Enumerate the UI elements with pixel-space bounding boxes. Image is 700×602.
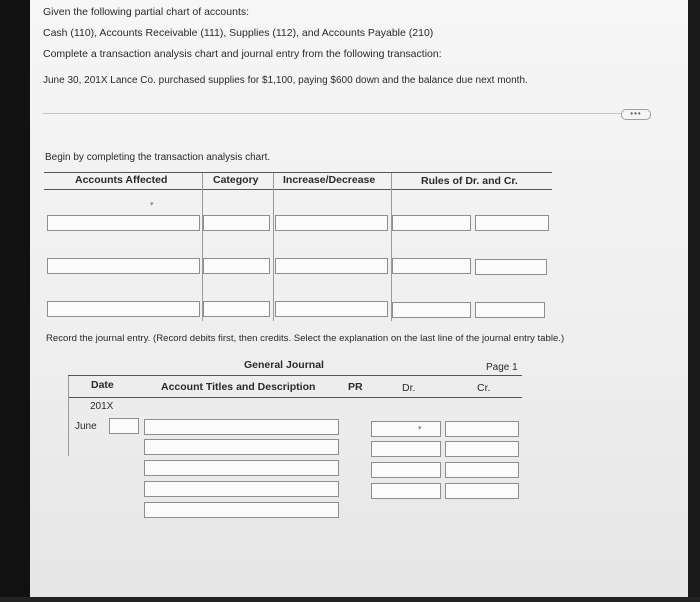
- journal-header-account-titles: Account Titles and Description: [161, 381, 316, 393]
- journal-account-select[interactable]: [144, 439, 339, 455]
- analysis-instruction: Begin by completing the transaction analysis chart.: [45, 152, 271, 163]
- bottom-dark-border: [0, 597, 700, 602]
- input-cursor-mark: ▾: [418, 425, 422, 432]
- journal-dr-input[interactable]: [371, 483, 441, 499]
- journal-title: General Journal: [244, 359, 324, 371]
- analysis-category-select[interactable]: [203, 301, 270, 317]
- analysis-col-divider-3: [391, 173, 392, 321]
- analysis-col-divider-1: [202, 173, 203, 321]
- header-increase-decrease: Increase/Decrease: [283, 174, 376, 186]
- journal-header-dr: Dr.: [402, 382, 416, 394]
- intro-line-3: Complete a transaction analysis chart and journal entry from the following transaction:: [43, 48, 442, 60]
- analysis-rule-cr-select[interactable]: [475, 215, 549, 231]
- header-accounts-affected: Accounts Affected: [75, 174, 168, 186]
- analysis-account-select[interactable]: [47, 258, 200, 274]
- journal-dr-input[interactable]: [371, 421, 441, 437]
- analysis-header-bottom-line: [44, 189, 552, 190]
- analysis-rule-cr-select[interactable]: [475, 302, 545, 318]
- journal-header-pr: PR: [348, 381, 363, 393]
- journal-header-bottom-line: [68, 397, 522, 398]
- problem-page: [30, 0, 688, 597]
- analysis-increase-decrease-select[interactable]: [275, 258, 388, 274]
- journal-month: June: [75, 421, 97, 432]
- analysis-col-divider-2: [273, 173, 274, 321]
- journal-page-label: Page 1: [486, 362, 518, 373]
- section-divider: [42, 113, 622, 114]
- journal-left-border: [68, 376, 69, 456]
- analysis-header-top-line: [44, 172, 552, 173]
- analysis-increase-decrease-select[interactable]: [275, 215, 388, 231]
- intro-line-4: June 30, 201X Lance Co. purchased supplies for $1,100, paying $600 down and the balance due next month.: [43, 75, 528, 86]
- journal-account-select[interactable]: [144, 419, 339, 435]
- journal-dr-input[interactable]: [371, 462, 441, 478]
- intro-line-1: Given the following partial chart of accounts:: [43, 6, 250, 18]
- dropdown-indicator: ▾: [150, 201, 154, 208]
- analysis-category-select[interactable]: [203, 258, 270, 274]
- journal-cr-input[interactable]: [445, 421, 519, 437]
- header-category: Category: [213, 174, 259, 186]
- journal-header-top-line: [68, 375, 522, 376]
- left-dark-border: [0, 0, 30, 602]
- journal-account-select[interactable]: [144, 481, 339, 497]
- journal-dr-input[interactable]: [371, 441, 441, 457]
- journal-account-select[interactable]: [144, 460, 339, 476]
- analysis-account-select[interactable]: [47, 301, 200, 317]
- journal-header-date: Date: [91, 379, 114, 391]
- journal-cr-input[interactable]: [445, 441, 519, 457]
- right-dark-border: [688, 0, 700, 602]
- journal-explanation-select[interactable]: [144, 502, 339, 518]
- journal-instruction: Record the journal entry. (Record debits first, then credits. Select the explanation on the last line of the journal entry table.): [46, 333, 565, 344]
- analysis-rule-cr-select[interactable]: [475, 259, 547, 275]
- journal-cr-input[interactable]: [445, 483, 519, 499]
- journal-day-input[interactable]: [109, 418, 139, 434]
- header-rules-dr-cr: Rules of Dr. and Cr.: [421, 175, 518, 187]
- journal-year: 201X: [90, 401, 114, 412]
- intro-line-2: Cash (110), Accounts Receivable (111), Supplies (112), and Accounts Payable (210): [43, 27, 434, 39]
- journal-header-cr: Cr.: [477, 382, 491, 394]
- analysis-category-select[interactable]: [203, 215, 270, 231]
- analysis-rule-dr-select[interactable]: [392, 258, 471, 274]
- analysis-rule-dr-select[interactable]: [392, 302, 471, 318]
- analysis-rule-dr-select[interactable]: [392, 215, 471, 231]
- journal-cr-input[interactable]: [445, 462, 519, 478]
- analysis-increase-decrease-select[interactable]: [275, 301, 388, 317]
- more-button[interactable]: •••: [621, 109, 651, 120]
- analysis-account-select[interactable]: [47, 215, 200, 231]
